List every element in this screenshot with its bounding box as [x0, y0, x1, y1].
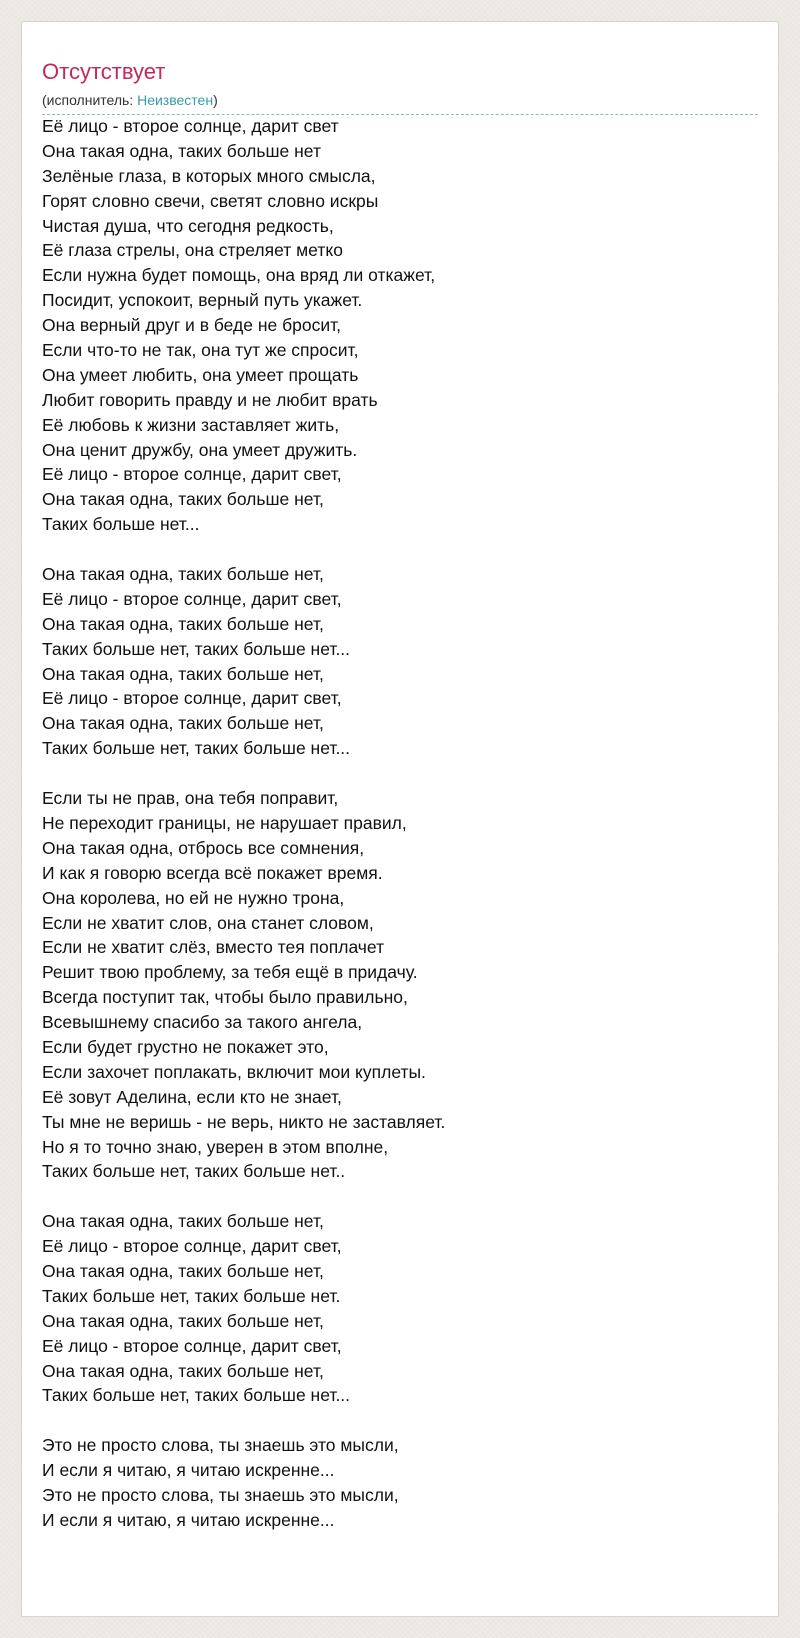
lyric-line: Она ценит дружбу, она умеет дружить. — [42, 439, 358, 460]
lyric-line: Не переходит границы, не нарушает правил, — [42, 812, 407, 833]
lyric-line: Если что-то не так, она тут же спросит, — [42, 340, 359, 361]
lyrics-text — [42, 114, 758, 1533]
lyric-line: Она такая одна, таких больше нет, — [42, 564, 324, 585]
stanza-break — [42, 1408, 758, 1433]
lyric-line: Это не просто слова, ты знаешь это мысли, — [42, 1435, 399, 1456]
lyric-line: Таких больше нет... — [42, 514, 200, 535]
lyric-line: Её зовут Аделина, если кто не знает, — [42, 1086, 342, 1107]
song-title: Отсутствует — [42, 59, 166, 84]
lyric-line: Но я то точно знаю, уверен в этом вполне, — [42, 1136, 389, 1157]
lyric-line: Ты мне не веришь - не верь, никто не заставляет. — [42, 1111, 446, 1132]
lyric-line: Она такая одна, таких больше нет, — [42, 1310, 324, 1331]
lyric-line: Её лицо - второе солнце, дарит свет, — [42, 588, 342, 609]
song-header — [42, 42, 758, 115]
lyric-line: Она такая одна, таких больше нет, — [42, 1260, 324, 1281]
performer-line — [42, 91, 218, 109]
lyric-line: Зелёные глаза, в которых много смысла, — [42, 165, 376, 186]
lyric-line: Она такая одна, таких больше нет, — [42, 489, 324, 510]
lyric-line: Она такая одна, таких больше нет, — [42, 1211, 324, 1232]
lyrics-card — [21, 21, 779, 1617]
lyric-line: Она такая одна, таких больше нет — [42, 140, 321, 161]
performer-close: ) — [213, 92, 218, 108]
lyric-line: И если я читаю, я читаю искренне... — [42, 1460, 335, 1481]
performer-label: (исполнитель: — [42, 92, 138, 108]
lyric-line: Решит твою проблему, за тебя ещё в придачу. — [42, 962, 418, 983]
lyric-line: Она такая одна, таких больше нет, — [42, 663, 324, 684]
lyric-line: Любит говорить правду и не любит врать — [42, 389, 378, 410]
lyric-line: Горят словно свечи, светят словно искры — [42, 190, 379, 211]
lyric-line: Если ты не прав, она тебя поправит, — [42, 788, 339, 809]
lyric-line: Это не просто слова, ты знаешь это мысли, — [42, 1484, 399, 1505]
lyric-line: Таких больше нет, таких больше нет... — [42, 1385, 351, 1406]
lyric-line: Она такая одна, таких больше нет, — [42, 1360, 324, 1381]
lyric-line: Таких больше нет, таких больше нет. — [42, 1285, 341, 1306]
lyric-line: Её глаза стрелы, она стреляет метко — [42, 240, 343, 261]
lyric-line: Её любовь к жизни заставляет жить, — [42, 414, 340, 435]
lyric-line: Её лицо - второе солнце, дарит свет, — [42, 464, 342, 485]
stanza-break — [42, 1184, 758, 1209]
stanza-break — [42, 761, 758, 786]
lyric-line: Её лицо - второе солнце, дарит свет, — [42, 688, 342, 709]
lyric-line: Таких больше нет, таких больше нет... — [42, 638, 351, 659]
lyric-line: Таких больше нет, таких больше нет... — [42, 738, 351, 759]
lyric-line: Всевышнему спасибо за такого ангела, — [42, 1012, 363, 1033]
lyric-line: Её лицо - второе солнце, дарит свет — [42, 116, 339, 136]
stanza-break — [42, 537, 758, 562]
lyric-line: Она верный друг и в беде не бросит, — [42, 315, 342, 336]
lyric-line: Всегда поступит так, чтобы было правильно, — [42, 987, 408, 1008]
lyric-line: Она такая одна, таких больше нет, — [42, 613, 324, 634]
lyric-line: Если не хватит слов, она станет словом, — [42, 912, 374, 933]
lyric-line: Если не хватит слёз, вместо тея поплачет — [42, 937, 385, 958]
lyric-line: Если будет грустно не покажет это, — [42, 1036, 329, 1057]
lyric-line: Посидит, успокоит, верный путь укажет. — [42, 290, 363, 311]
performer-link[interactable]: Неизвестен — [137, 92, 214, 108]
lyric-line: Таких больше нет, таких больше нет.. — [42, 1161, 346, 1182]
lyric-line: Она такая одна, отбрось все сомнения, — [42, 837, 365, 858]
lyric-line: Чистая душа, что сегодня редкость, — [42, 215, 334, 236]
lyric-line: И как я говорю всегда всё покажет время. — [42, 862, 383, 883]
lyric-line: Если нужна будет помощь, она вряд ли откажет, — [42, 265, 436, 286]
lyric-line: Она королева, но ей не нужно трона, — [42, 887, 345, 908]
lyric-line: Она умеет любить, она умеет прощать — [42, 364, 359, 385]
lyric-line: Её лицо - второе солнце, дарит свет, — [42, 1335, 342, 1356]
lyric-line: И если я читаю, я читаю искренне... — [42, 1509, 335, 1530]
lyric-line: Её лицо - второе солнце, дарит свет, — [42, 1236, 342, 1257]
lyric-line: Она такая одна, таких больше нет, — [42, 713, 324, 734]
lyric-line: Если захочет поплакать, включит мои куплеты. — [42, 1061, 426, 1082]
